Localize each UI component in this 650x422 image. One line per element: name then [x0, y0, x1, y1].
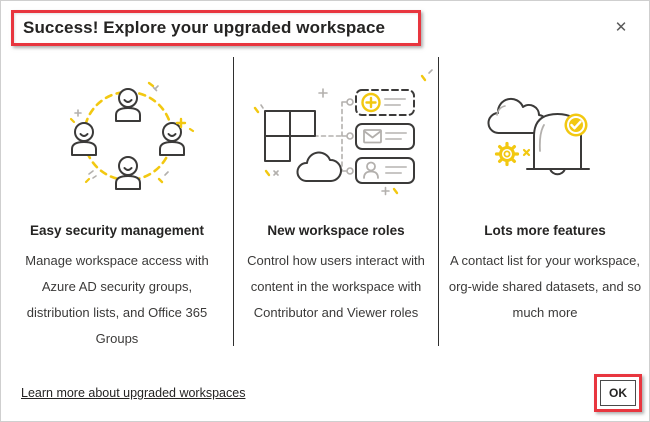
title-highlight-box: [11, 10, 421, 46]
column-description: A contact list for your workspace, org-wide shared datasets, and so much more: [448, 253, 642, 320]
workspace-roles-illustration: [234, 63, 440, 213]
column-easy-security: [1, 57, 233, 346]
column-heading: New workspace roles: [267, 223, 405, 238]
column-heading: Easy security management: [29, 223, 205, 238]
learn-more-link[interactable]: Learn more about upgraded workspaces: [21, 386, 246, 400]
close-icon[interactable]: ✕: [609, 15, 633, 39]
more-features-illustration: [439, 63, 650, 213]
page-title: Success! Explore your upgraded workspace: [23, 18, 386, 37]
people-circle-illustration: [1, 63, 233, 213]
column-description: Manage workspace access with Azure AD security groups, distribution lists, and Office 365 Groups: [25, 253, 209, 346]
ok-button[interactable]: OK: [600, 380, 636, 406]
column-workspace-roles: [233, 57, 439, 346]
column-heading: Lots more features: [484, 223, 606, 238]
column-more-features: [439, 57, 650, 346]
feature-columns: [1, 57, 650, 346]
ok-highlight-box: [594, 374, 642, 412]
column-description: Control how users interact with content in the workspace with Contributor and Viewer roles: [247, 253, 425, 320]
